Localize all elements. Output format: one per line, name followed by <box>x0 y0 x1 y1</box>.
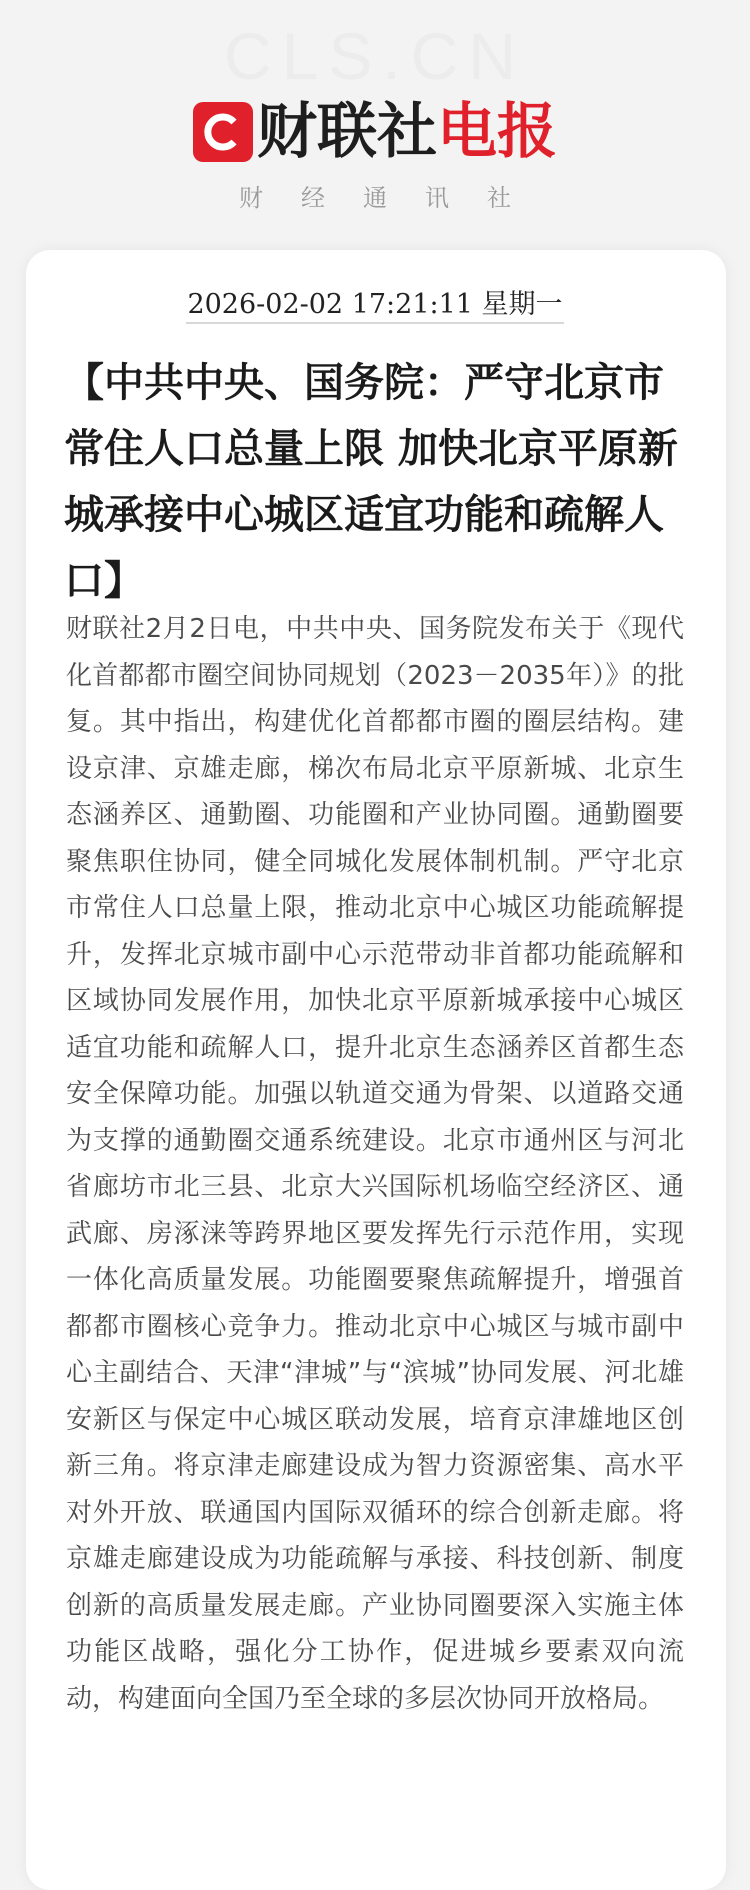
cls-logo-icon <box>193 102 253 162</box>
brand-name-main: 财联社 <box>257 97 437 167</box>
article-headline: 【中共中央、国务院：严守北京市常住人口总量上限 加快北京平原新城承接中心城区适宜功能和疏解人口】 <box>64 359 678 604</box>
cls-watermark: CLS.CN <box>223 19 527 93</box>
article-datetime: 2026-02-02 17:21:11 星期一 <box>187 289 563 320</box>
brand-logo <box>0 97 750 167</box>
brand-name-highlight: 电报 <box>437 97 557 167</box>
brand-slogan: 财经通讯社 <box>239 184 549 212</box>
datetime-divider <box>186 322 564 324</box>
article-body: 财联社2月2日电，中共中央、国务院发布关于《现代化首都都市圈空间协同规划（2023－2035年）》的批复。其中指出，构建优化首都都市圈的圈层结构。建设京津、京雄走廊，梯次布局北京平原新城、北京生态涵养区、通勤圈、功能圈和产业协同圈。通勤圈要聚焦职住协同，健全同城化发展体制机制。严守北京市常住人口总量上限，推动北京中心城区功能疏解提升，发挥北京城市副中心示范带动非首都功能疏解和区域协同发展作用，加快北京平原新城承接中心城区适宜功能和疏解人口，提升北京生态涵养区首都生态安全保障功能。加强以轨道交通为骨架、以道路交通为支撑的通勤圈交通系统建设。北京市通州区与河北省廊坊市北三县、北京大兴国际机场临空经济区、通武廊、房涿涞等跨界地区要发挥先行示范作用，实现一体化高质量发展。功能圈要聚焦疏解提升，增强首都都市圈核心竞争力。推动北京中心城区与城市副中心主副结合、天津“津城”与“滨城”协同发展、河北雄安新区与保定中心城区联动发展，培育京津雄地区创新三角。将京津走廊建设成为智力资源密集、高水平对外开放、联通国内国际双循环的综合创新走廊。将京雄走廊建设成为功能疏解与承接、科技创新、制度创新的高质量发展走廊。产业协同圈要深入实施主体功能区战略，强化分工协作，促进城乡要素双向流动，构建面向全国乃至全球的多层次协同开放格局。 <box>66 614 684 1714</box>
brand-name <box>257 97 557 167</box>
